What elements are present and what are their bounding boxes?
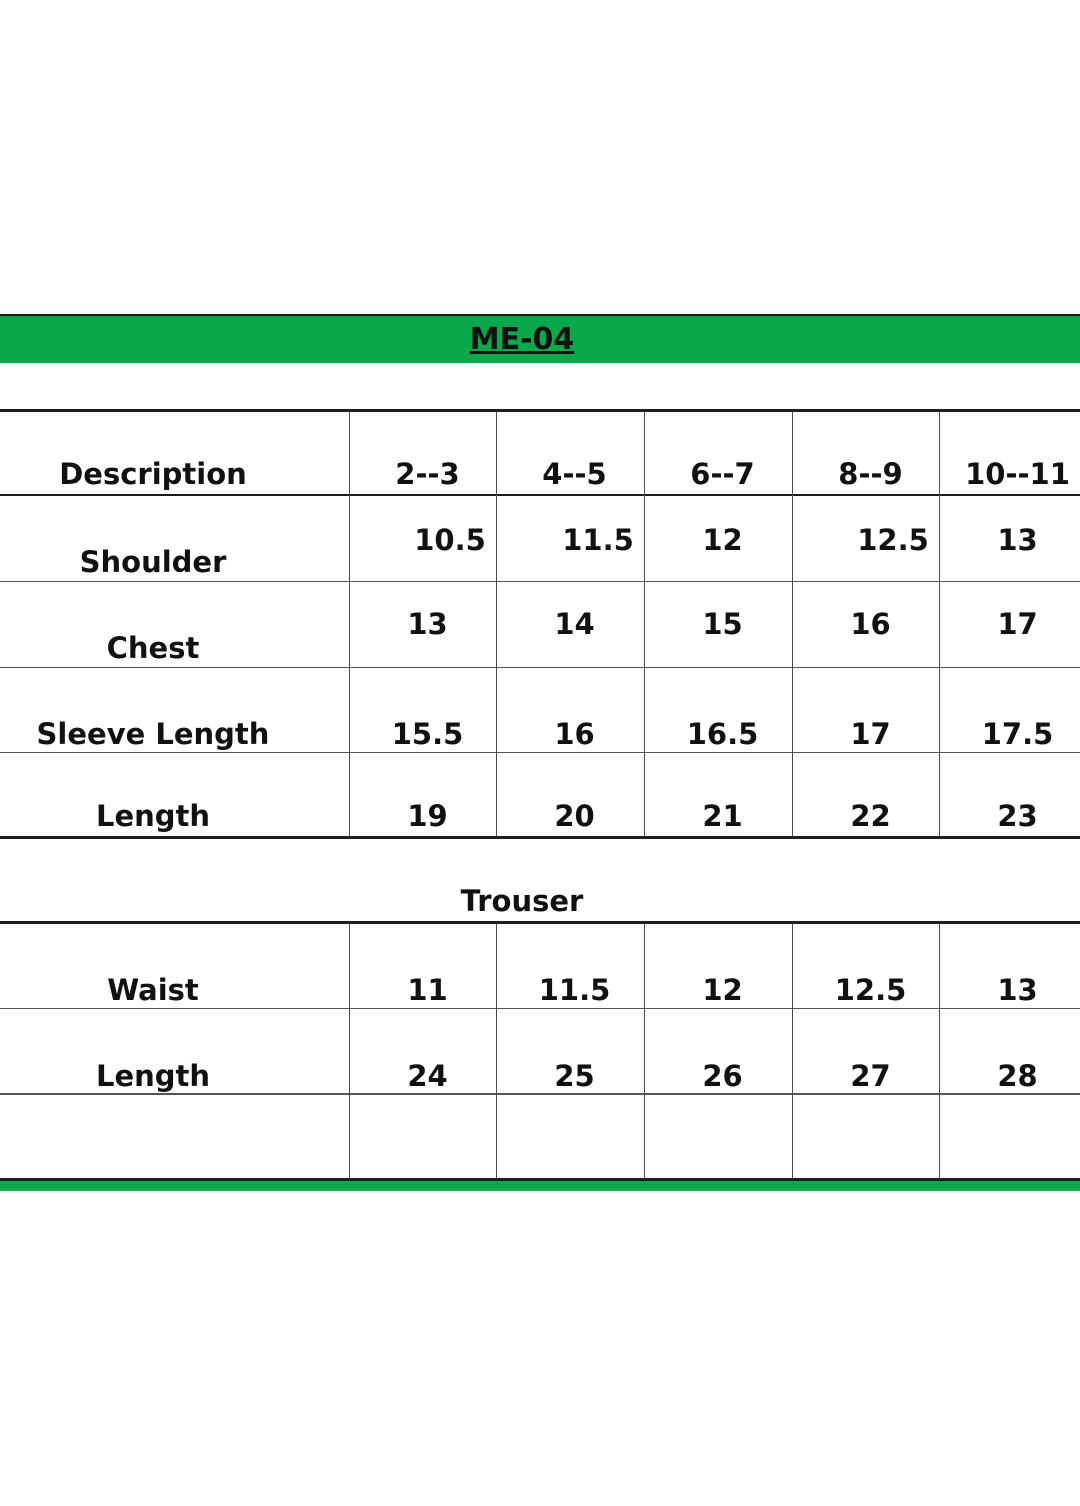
header-description: Description [59, 457, 247, 491]
table-cell: 12.5 [857, 523, 929, 557]
header-size-4-5: 4--5 [542, 457, 607, 491]
table-cell: 12 [702, 973, 743, 1007]
table-cell: 22 [850, 799, 891, 833]
table-cell: 14 [554, 607, 595, 641]
table-cell: 12.5 [834, 973, 907, 1007]
row-label-length: Length [95, 799, 211, 833]
table-cell: 16.5 [686, 717, 759, 751]
header-size-2-3: 2--3 [395, 457, 460, 491]
table-cell: 10.5 [414, 523, 486, 557]
table-cell: 23 [997, 799, 1038, 833]
table-cell: 17 [850, 717, 891, 751]
header-size-6-7: 6--7 [690, 457, 755, 491]
table-cell: 19 [407, 799, 448, 833]
table-cell: 13 [997, 973, 1038, 1007]
row-divider [0, 752, 1080, 753]
shirt-table-bottom-border [0, 836, 1080, 839]
row-divider [0, 1093, 1080, 1095]
table-cell: 28 [997, 1059, 1038, 1093]
row-divider [0, 581, 1080, 582]
table-cell: 16 [850, 607, 891, 641]
table-cell: 13 [407, 607, 448, 641]
column-divider [496, 923, 497, 1179]
row-divider [0, 1008, 1080, 1009]
column-divider [644, 923, 645, 1179]
table-cell: 26 [702, 1059, 743, 1093]
table-cell: 17.5 [981, 717, 1054, 751]
table-cell: 17 [997, 607, 1038, 641]
table-cell: 11.5 [538, 973, 611, 1007]
row-label-waist: Waist [107, 973, 199, 1007]
table-cell: 15.5 [391, 717, 464, 751]
header-divider [0, 494, 1080, 496]
chart-title: ME-04 [469, 322, 575, 357]
table-cell: 11 [407, 973, 448, 1007]
bottom-bar [0, 1178, 1080, 1191]
column-divider [349, 923, 350, 1179]
trouser-section-title: Trouser [460, 884, 584, 918]
column-divider [792, 923, 793, 1179]
column-divider [939, 923, 940, 1179]
row-divider [0, 667, 1080, 668]
header-size-10-11: 10--11 [965, 457, 1070, 491]
table-cell: 13 [997, 523, 1038, 557]
row-label-sleeve-length: Sleeve Length [36, 717, 270, 751]
table-cell: 21 [702, 799, 743, 833]
row-label-chest: Chest [106, 631, 200, 665]
table-cell: 20 [554, 799, 595, 833]
table-cell: 27 [850, 1059, 891, 1093]
header-size-8-9: 8--9 [838, 457, 903, 491]
row-label-trouser-length: Length [95, 1059, 211, 1093]
row-label-shoulder: Shoulder [79, 545, 227, 579]
table-cell: 24 [407, 1059, 448, 1093]
table-cell: 12 [702, 523, 743, 557]
table-cell: 16 [554, 717, 595, 751]
table-top-border [0, 409, 1080, 412]
table-cell: 15 [702, 607, 743, 641]
table-cell: 25 [554, 1059, 595, 1093]
trouser-table-top-border [0, 921, 1080, 924]
table-cell: 11.5 [562, 523, 634, 557]
